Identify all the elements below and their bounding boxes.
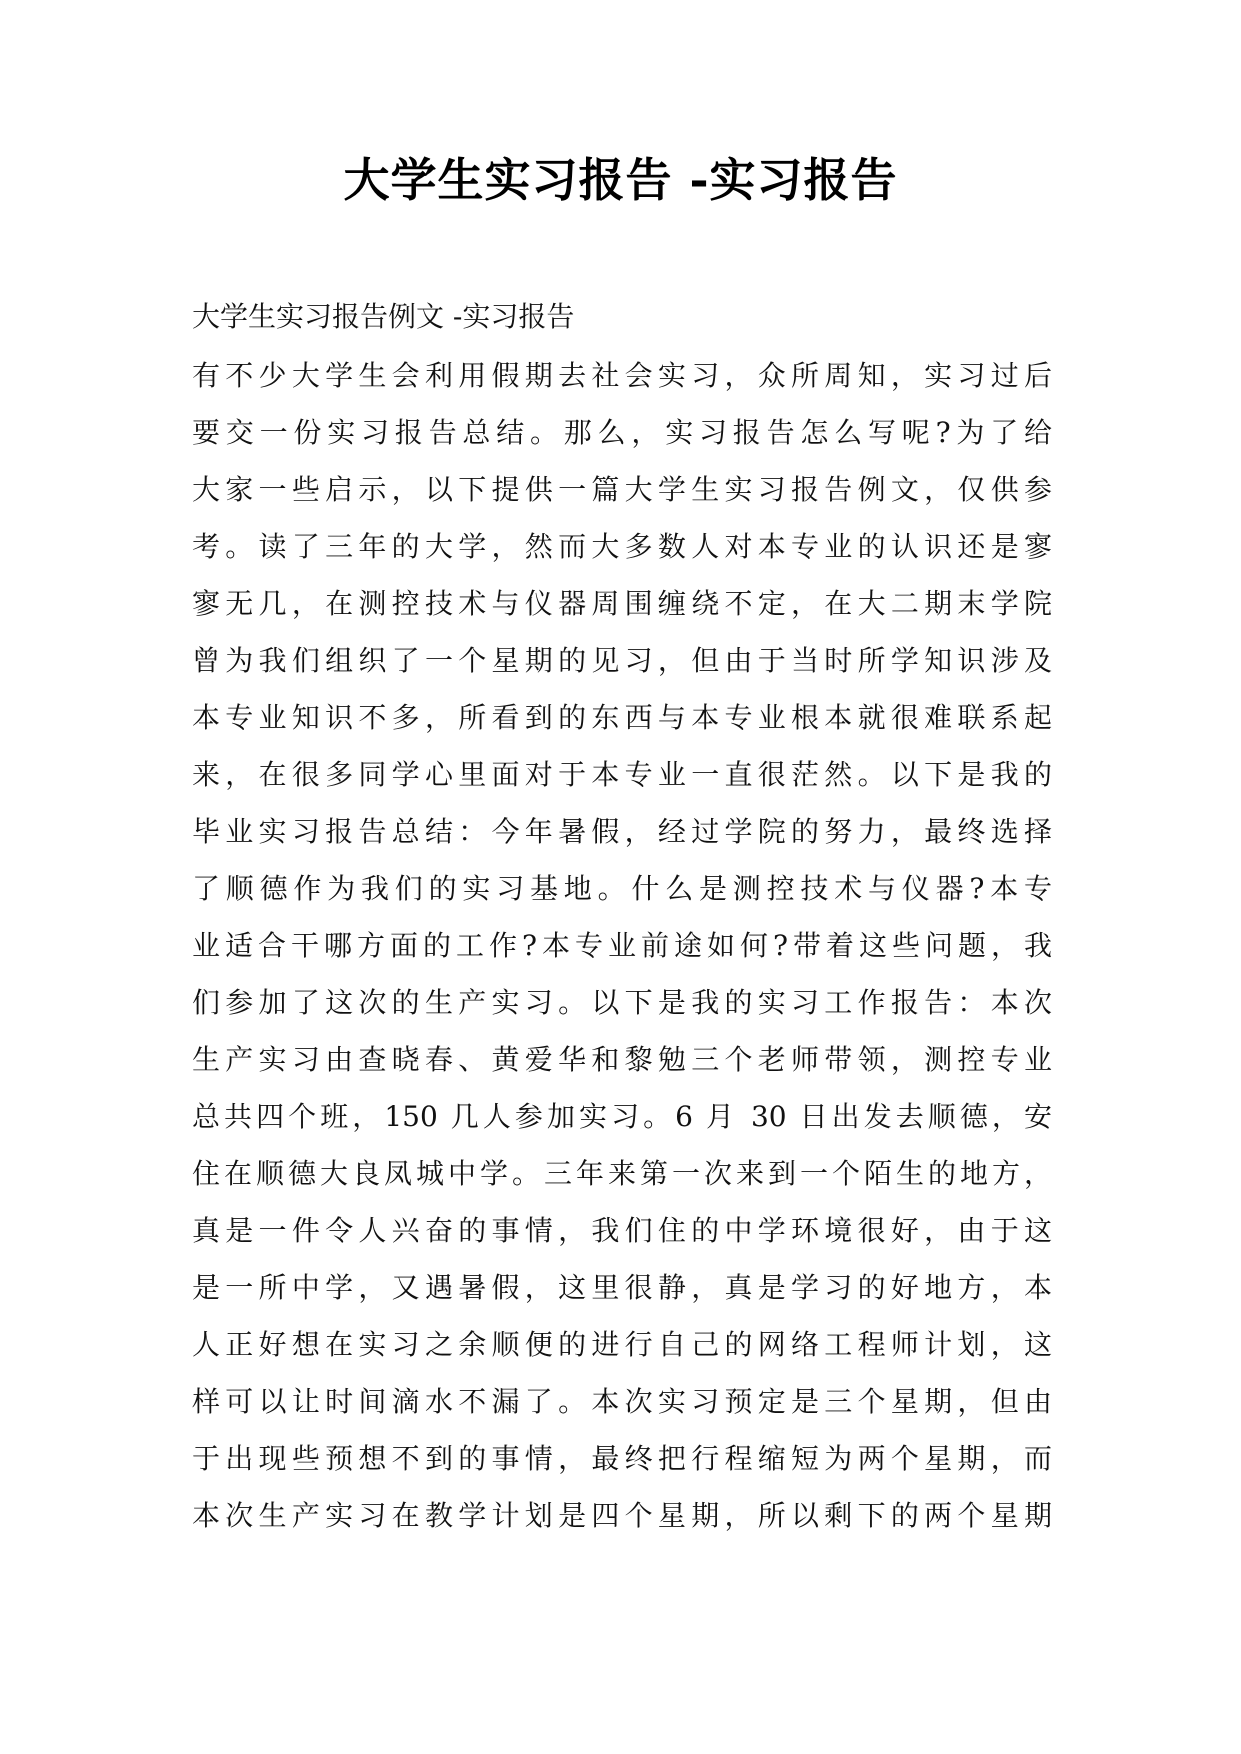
- body-line: 真是一件令人兴奋的事情，我们住的中学环境很好，由于这: [192, 1214, 1052, 1247]
- body-line: 考。读了三年的大学，然而大多数人对本专业的认识还是寥: [192, 530, 1052, 563]
- body-line: 们参加了这次的生产实习。以下是我的实习工作报告：本次: [192, 986, 1052, 1019]
- body-line: 毕业实习报告总结：今年暑假，经过学院的努力，最终选择: [192, 815, 1052, 848]
- body-line: 业适合干哪方面的工作?本专业前途如何?带着这些问题，我: [192, 929, 1052, 962]
- body-line: 样可以让时间滴水不漏了。本次实习预定是三个星期，但由: [192, 1385, 1052, 1418]
- body-line: 曾为我们组织了一个星期的见习，但由于当时所学知识涉及: [192, 644, 1052, 677]
- body-line: 于出现些预想不到的事情，最终把行程缩短为两个星期，而: [192, 1442, 1052, 1475]
- body-line: 寥无几，在测控技术与仪器周围缠绕不定，在大二期末学院: [192, 587, 1052, 620]
- body-line: 本次生产实习在教学计划是四个星期，所以剩下的两个星期: [192, 1499, 1052, 1532]
- body-line: 大家一些启示，以下提供一篇大学生实习报告例文，仅供参: [192, 473, 1052, 506]
- body-line: 本专业知识不多，所看到的东西与本专业根本就很难联系起: [192, 701, 1052, 734]
- body-line: 是一所中学，又遇暑假，这里很静，真是学习的好地方，本: [192, 1271, 1052, 1304]
- body-line: 有不少大学生会利用假期去社会实习，众所周知，实习过后: [192, 359, 1052, 392]
- body-line: 要交一份实习报告总结。那么，实习报告怎么写呢?为了给: [192, 416, 1052, 449]
- document-title: 大学生实习报告 -实习报告: [343, 153, 898, 207]
- body-line: 了顺德作为我们的实习基地。什么是测控技术与仪器?本专: [192, 872, 1052, 905]
- body-line: 来，在很多同学心里面对于本专业一直很茫然。以下是我的: [192, 758, 1052, 791]
- body-line: 人正好想在实习之余顺便的进行自己的网络工程师计划，这: [192, 1328, 1052, 1361]
- document-subtitle: 大学生实习报告例文 -实习报告: [192, 300, 575, 333]
- body-line: 住在顺德大良凤城中学。三年来第一次来到一个陌生的地方，: [192, 1157, 1052, 1190]
- body-line: 生产实习由查晓春、黄爱华和黎勉三个老师带领，测控专业: [192, 1043, 1052, 1076]
- body-line: 总共四个班，150 几人参加实习。6 月 30 日出发去顺德，安: [192, 1100, 1052, 1133]
